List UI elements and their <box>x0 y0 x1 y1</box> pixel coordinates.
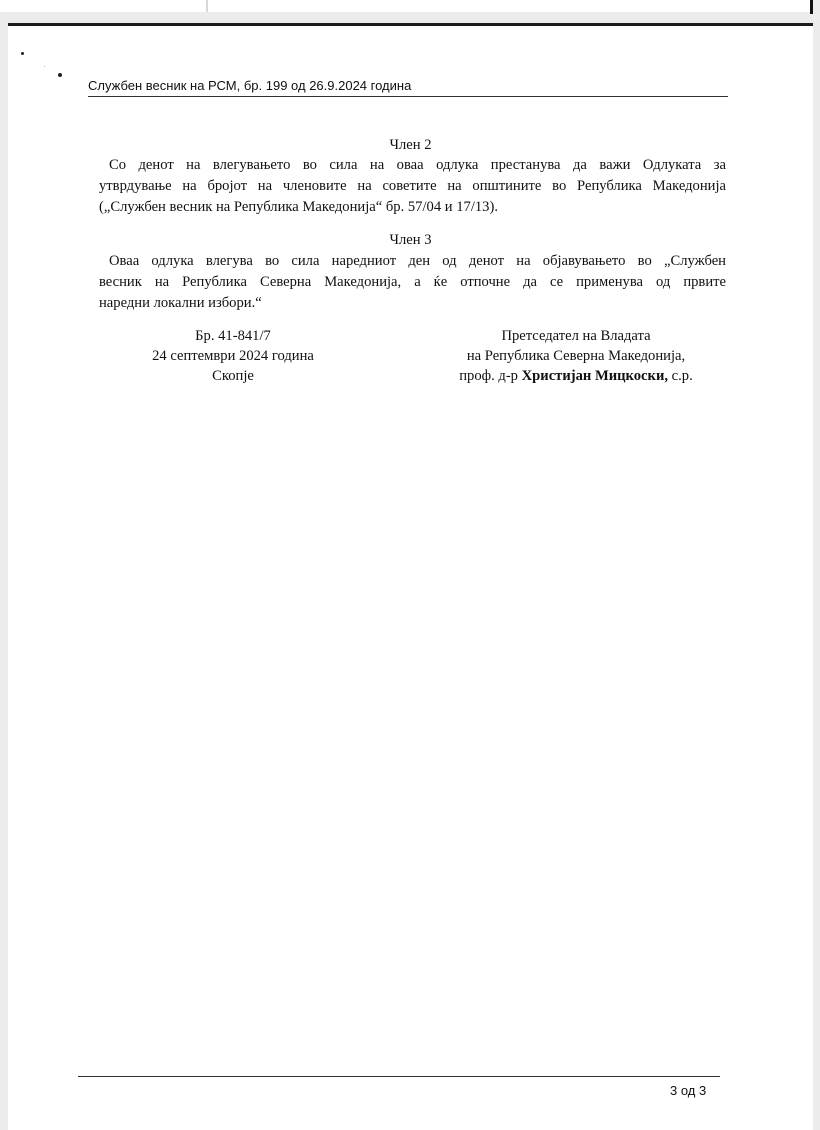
document-date: 24 септември 2024 година <box>152 348 314 364</box>
document-place: Скопје <box>212 368 254 384</box>
gazette-header: Службен весник на РСМ, бр. 199 од 26.9.2024 година <box>88 78 412 93</box>
signatory-line <box>426 366 726 386</box>
footer-rule <box>78 1076 720 1077</box>
article-2-line-2: утврдување на бројот на членовите на советите на општините во Република Македонија <box>99 178 726 194</box>
article-3-line-3: наредни локални избори.“ <box>99 295 262 311</box>
article-3-line-2: весник на Република Северна Македонија, а ќе отпочне да се применува од првите <box>99 274 726 290</box>
previous-page-edge <box>0 0 812 12</box>
article-3-paragraph <box>99 251 726 314</box>
article-2-paragraph <box>99 155 726 218</box>
article-3-title: Член 3 <box>389 232 432 248</box>
article-2-title: Член 2 <box>389 137 432 153</box>
header-rule <box>88 96 728 97</box>
document-number: Бр. 41-841/7 <box>195 328 271 344</box>
signature-left-block <box>128 326 338 386</box>
signatory-name: Христијан Мицкоски, <box>521 368 669 384</box>
article-3-line-1: Оваа одлука влегува во сила наредниот ден од денот на објавувањето во „Службен <box>109 253 726 269</box>
previous-page-divider <box>206 0 208 12</box>
page-number: 3 од 3 <box>670 1083 707 1098</box>
document-page <box>8 23 813 1130</box>
previous-page-border <box>810 0 813 14</box>
article-2-line-3: („Службен весник на Република Македонија“ бр. 57/04 и 17/13). <box>99 199 498 215</box>
signatory-prefix: проф. д-р <box>459 368 522 384</box>
signatory-title-2: на Република Северна Македонија, <box>466 348 686 364</box>
signatory-title-1: Претседател на Владата <box>501 328 651 344</box>
article-2-line-1: Со денот на влегувањето во сила на оваа одлука престанува да важи Одлуката за <box>109 157 726 173</box>
signature-right-block <box>426 326 726 386</box>
scan-speck <box>21 52 24 55</box>
scan-speck <box>44 66 45 67</box>
signatory-suffix: с.р. <box>668 368 693 384</box>
scan-speck <box>58 73 62 77</box>
